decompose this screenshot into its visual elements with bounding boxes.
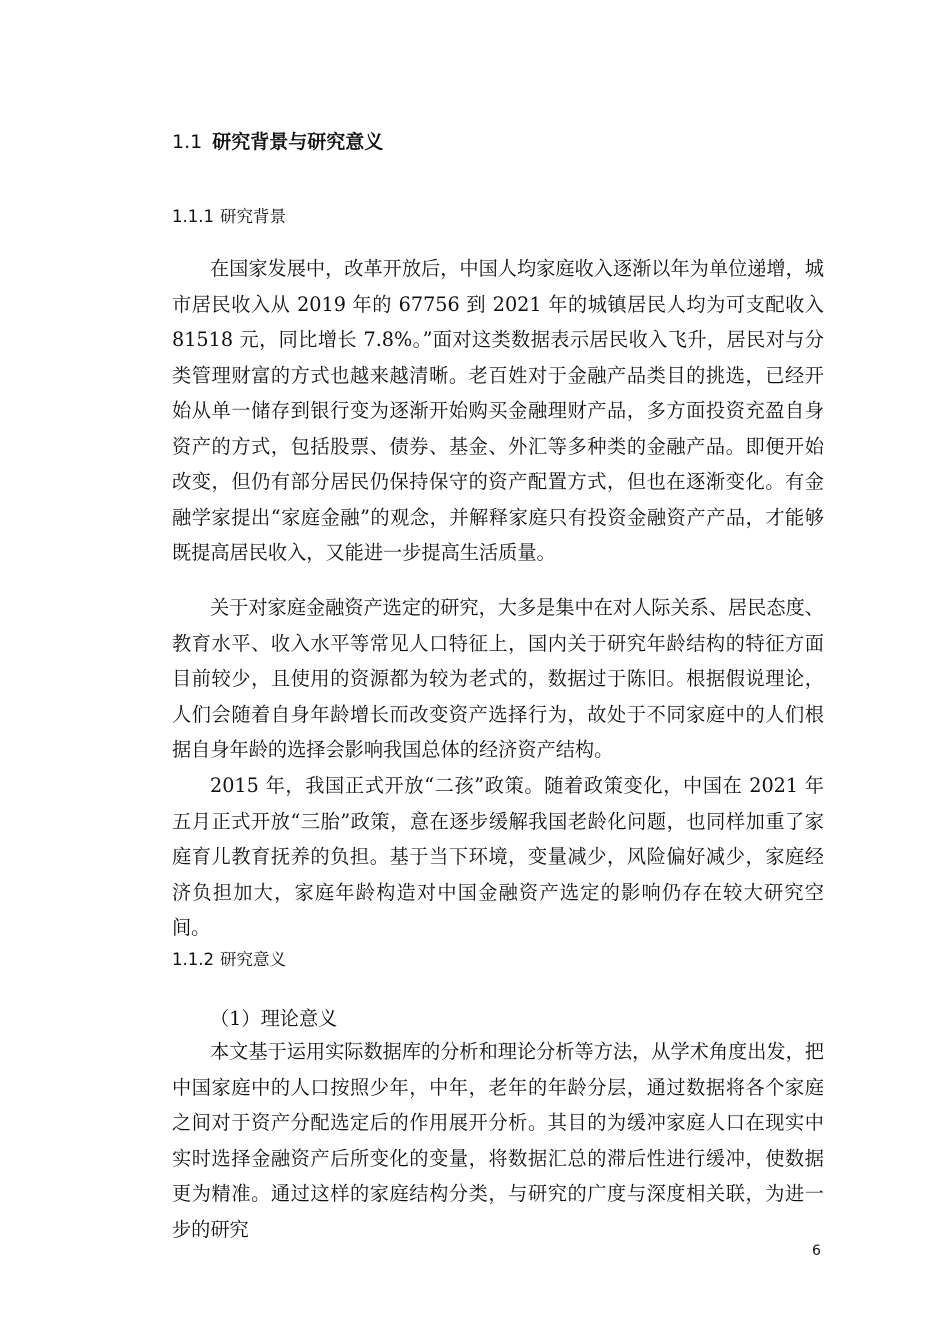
- paragraph-background-1: 在国家发展中，改革开放后，中国人均家庭收入逐渐以年为单位递增，城市居民收入从 2019 年的 67756 到 2021 年的城镇居民人均为可支配收入 81518 元，同比增长 7.8%。”面对这类数据表示居民收入飞升，居民对与分类管理财富的方式也越来越清晰。老百姓对于金融产品类目的挑选，已经开始从单一储存到银行变为逐渐开始购买金融理财产品，多方面投资充盈自身资产的方式，包括股票、债券、基金、外汇等多种类的金融产品。即便开始改变，但仍有部分居民仍保持保守的资产配置方式，但也在逐渐变化。有金融学家提出“家庭金融”的观念，并解释家庭只有投资金融资产产品，才能够既提高居民收入，又能进一步提高生活质量。: [172, 257, 824, 564]
- section-heading: [172, 127, 383, 154]
- subsection-title: 研究意义: [219, 950, 286, 969]
- paragraph-background-2: 关于对家庭金融资产选定的研究，大多是集中在对人际关系、居民态度、教育水平、收入水平等常见人口特征上，国内关于研究年龄结构的特征方面目前较少，且使用的资源都为较为老式的，数据过于陈旧。根据假说理论，人们会随着自身年龄增长而改变资产选择行为，故处于不同家庭中的人们根据自身年龄的选择会影响我国总体的经济资产结构。: [172, 596, 824, 761]
- subsection-title: 研究背景: [219, 207, 286, 226]
- subsection-heading-significance: [172, 946, 286, 970]
- subsection-number: 1.1.2: [172, 950, 214, 969]
- paragraph-theory: 本文基于运用实际数据库的分析和理论分析等方法，从学术角度出发，把中国家庭中的人口按照少年，中年，老年的年龄分层，通过数据将各个家庭之间对于资产分配选定后的作用展开分析。其目的为缓冲家庭人口在现实中实时选择金融资产后所变化的变量，将数据汇总的滞后性进行缓冲，使数据更为精准。通过这样的家庭结构分类，与研究的广度与深度相关联，为进一步的研究: [172, 1040, 824, 1241]
- subsection-heading-background: [172, 203, 286, 227]
- paragraph-background-3: 2015 年，我国正式开放“二孩”政策。随着政策变化，中国在 2021 年五月正式开放“三胎”政策，意在逐步缓解我国老龄化问题，也同样加重了家庭育儿教育抚养的负担。基于当下环境，变量减少，风险偏好减少，家庭经济负担加大，家庭年龄构造对中国金融资产选定的影响仍存在较大研究空间。: [172, 774, 824, 939]
- page-number: 6: [812, 1243, 821, 1259]
- section-number: 1.1: [172, 131, 203, 153]
- subsection-number: 1.1.1: [172, 207, 214, 226]
- theory-heading: （1）理论意义: [210, 1007, 338, 1030]
- section-title: 研究背景与研究意义: [212, 131, 384, 153]
